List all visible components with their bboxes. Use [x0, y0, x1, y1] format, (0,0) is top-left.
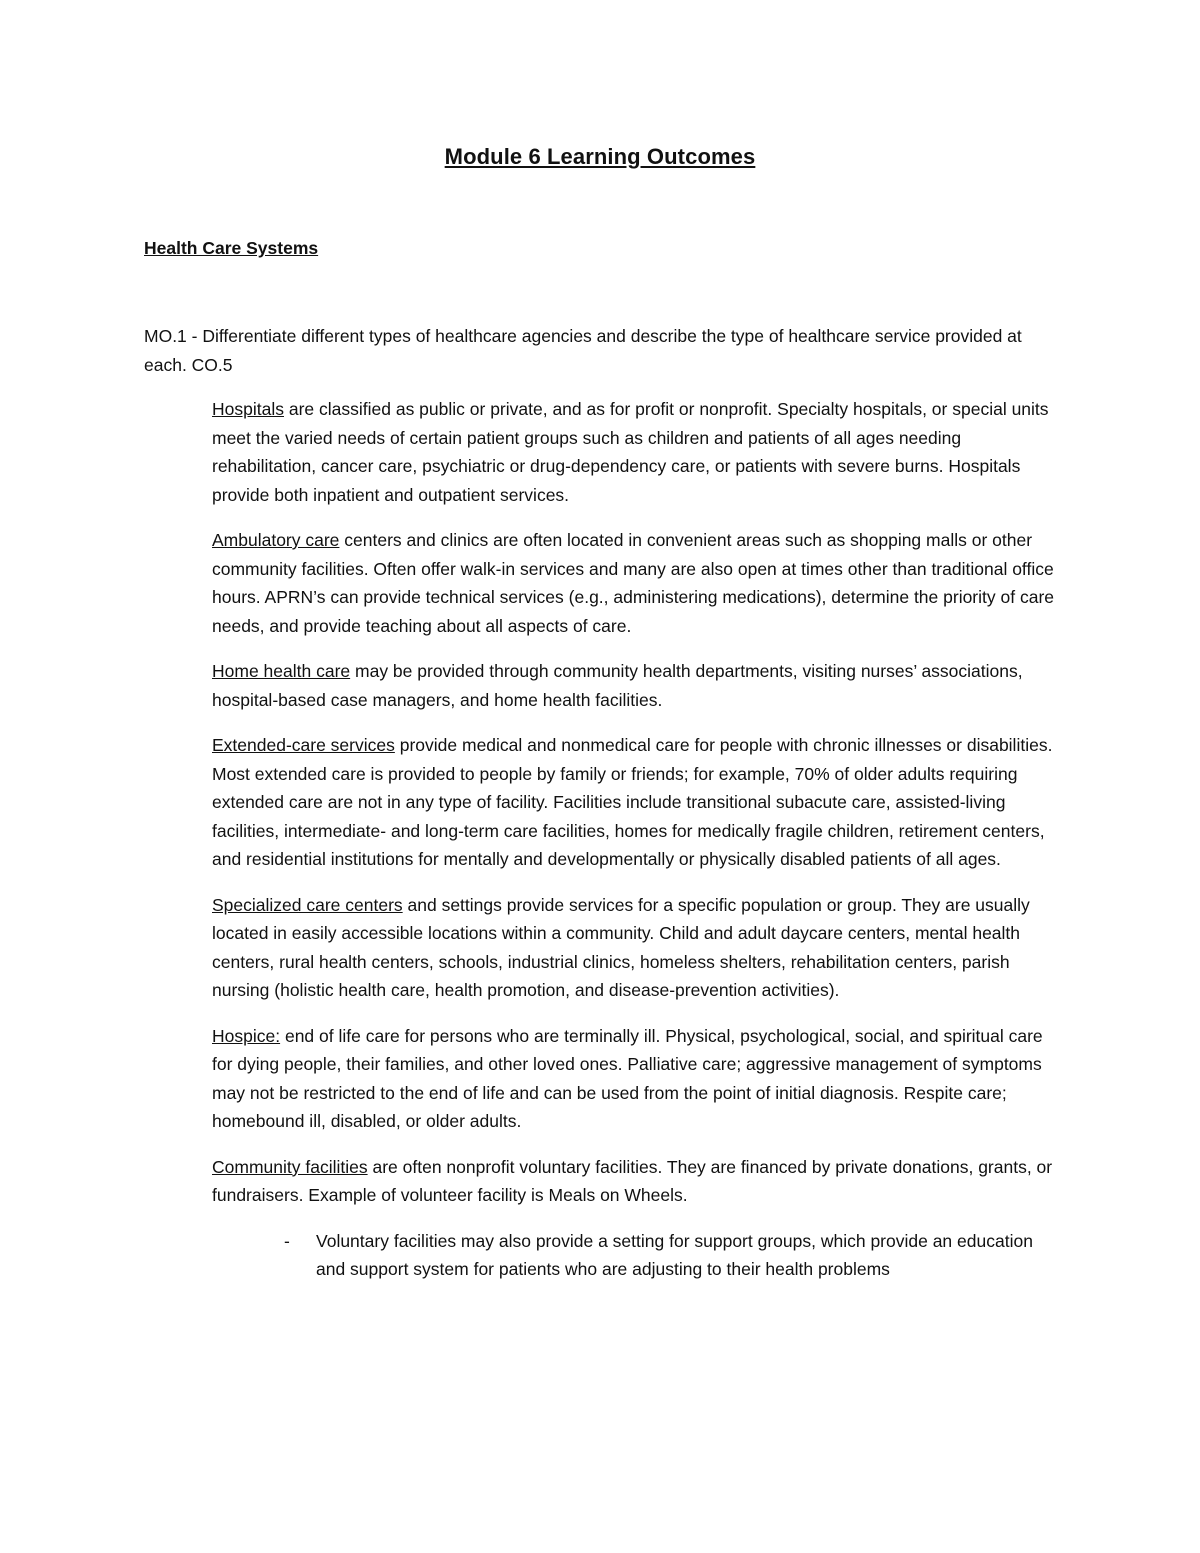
dash-bullet: -: [284, 1230, 290, 1251]
list-item-text: Voluntary facilities may also provide a setting for support groups, which provide an education and support system for patients who are adjusting to their health problems: [316, 1230, 1033, 1279]
outcome-details: [212, 395, 1060, 1284]
term-ambulatory-care: Ambulatory care: [212, 530, 340, 550]
term-home-health-care: Home health care: [212, 661, 351, 681]
section-heading: Health Care Systems: [144, 238, 319, 258]
paragraph-text: provide medical and nonmedical care for people with chronic illnesses or disabilities. Most extended care is provided to people by family or friends; for example, 70% of older adults requiring extended care are not in any type of facility. Facilities include transitional subacute care, assisted-living facilities, intermediate- and long-term care facilities, homes for medically fragile children, retirement centers, and residential institutions for mentally and developmentally or physically disabled patients of all ages.: [212, 735, 1053, 869]
paragraph-hospice: [212, 1022, 1060, 1136]
term-specialized-care-centers: Specialized care centers: [212, 894, 403, 915]
paragraph-text: are often nonprofit voluntary facilities. They are financed by private donations, grants, or fundraisers. Example of volunteer facility is Meals on Wheels.: [212, 1156, 1053, 1205]
paragraph-text: centers and clinics are often located in convenient areas such as shopping malls or other community facilities. Often offer walk-in services and many are also open at times other than traditional office hours. APRN’s can provide technical services (e.g., administering medications), determine the priority of care needs, and provide teaching about all aspects of care.: [212, 530, 1054, 636]
paragraph-text: are classified as public or private, and as for profit or nonprofit. Specialty hospitals, or special units meet the varied needs of certain patient groups such as children and patients of all ages needing rehabilitation, cancer care, psychiatric or drug-dependency care, or patients with severe burns. Hospitals provide both inpatient and outpatient services.: [212, 399, 1049, 505]
paragraph-hospitals: [212, 395, 1060, 509]
paragraph-home-health-care: [212, 657, 1060, 714]
paragraph-text: end of life care for persons who are terminally ill. Physical, psychological, social, and spiritual care for dying people, their families, and other loved ones. Palliative care; aggressive management of symptoms may not be restricted to the end of life and can be used from the point of initial diagnosis. Respite care; homebound ill, disabled, or older adults.: [212, 1025, 1043, 1131]
paragraph-text: and settings provide services for a specific population or group. They are usually located in easily accessible locations within a community. Child and adult daycare centers, mental health centers, rural health centers, schools, industrial clinics, homeless shelters, rehabilitation centers, parish nursing (holistic health care, health promotion, and disease-prevention activities).: [212, 894, 1030, 1000]
paragraph-text: may be provided through community health departments, visiting nurses’ associations, hospital-based case managers, and home health facilities.: [212, 661, 1023, 710]
list-item: [212, 1227, 1060, 1284]
term-hospitals: Hospitals: [212, 399, 284, 419]
term-hospice: Hospice:: [212, 1025, 281, 1046]
term-community-facilities: Community facilities: [212, 1156, 368, 1177]
paragraph-specialized-care: [212, 891, 1060, 1005]
sub-list: [212, 1227, 1060, 1284]
page-title: Module 6 Learning Outcomes: [444, 144, 756, 169]
term-extended-care-services: Extended-care services: [212, 735, 395, 755]
learning-outcome: MO.1 - Differentiate different types of healthcare agencies and describe the type of healthcare service provided at each. CO.5: [144, 326, 1022, 375]
paragraph-ambulatory-care: [212, 526, 1060, 640]
paragraph-extended-care: [212, 731, 1060, 874]
paragraph-community-facilities: [212, 1153, 1060, 1210]
